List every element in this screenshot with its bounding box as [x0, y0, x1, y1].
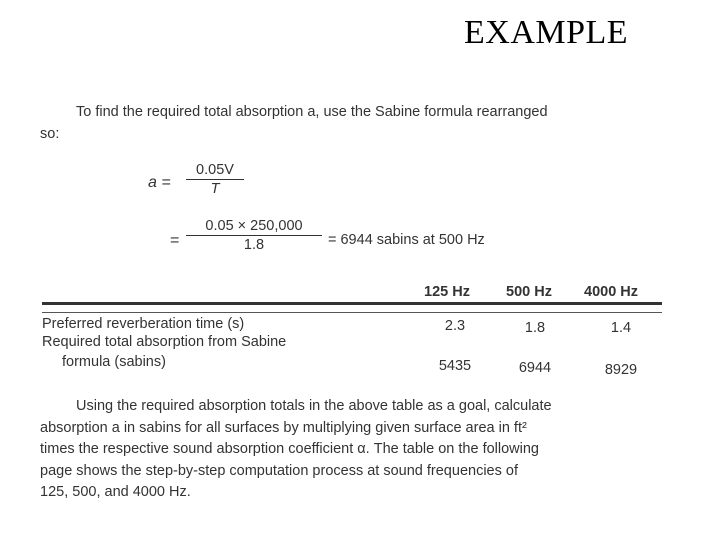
formula-fraction-1 [186, 162, 244, 197]
table-header-125hz: 125 Hz [424, 284, 470, 300]
table-cell: 1.8 [524, 320, 546, 336]
scanned-page [36, 90, 666, 520]
formula-result: = 6944 sabins at 500 Hz [328, 232, 485, 248]
slide-title: EXAMPLE [464, 14, 629, 51]
formula-lhs: a = [148, 174, 171, 191]
table-cell: 8929 [604, 362, 638, 378]
paragraph-line: 125, 500, and 4000 Hz. [40, 484, 191, 500]
table-cell: 6944 [518, 360, 552, 376]
paragraph-line: absorption a in sabins for all surfaces by multiplying given surface area in ft² [40, 419, 527, 436]
formula-fraction-2 [186, 218, 322, 253]
table-row-label-cont: formula (sabins) [62, 354, 166, 370]
intro-line-1: To find the required total absorption a, use the Sabine formula rearranged [76, 104, 548, 120]
intro-line-2: so: [40, 126, 60, 142]
formula-denominator-1: T [210, 181, 220, 197]
table-cell: 5435 [438, 358, 472, 374]
paragraph-line: page shows the step-by-step computation process at sound frequencies of [40, 462, 518, 479]
table-header-500hz: 500 Hz [506, 284, 552, 300]
table-rule-top [42, 302, 662, 305]
body-paragraph [40, 396, 660, 504]
table-header-4000hz: 4000 Hz [584, 284, 639, 300]
formula-numerator-1: 0.05V [186, 162, 244, 180]
table-cell: 1.4 [610, 320, 632, 336]
formula-denominator-2: 1.8 [243, 237, 265, 253]
paragraph-line: times the respective sound absorption coefficient α. The table on the following [40, 441, 539, 457]
table-cell: 2.3 [444, 318, 466, 334]
table-row-label: Required total absorption from Sabine [42, 334, 287, 350]
table-row-label: Preferred reverberation time (s) [42, 316, 245, 332]
formula-numerator-2: 0.05 × 250,000 [186, 218, 322, 236]
formula-equals: = [170, 232, 180, 249]
paragraph-line: Using the required absorption totals in the above table as a goal, calculate [76, 398, 552, 414]
table-rule-bottom [42, 312, 662, 313]
